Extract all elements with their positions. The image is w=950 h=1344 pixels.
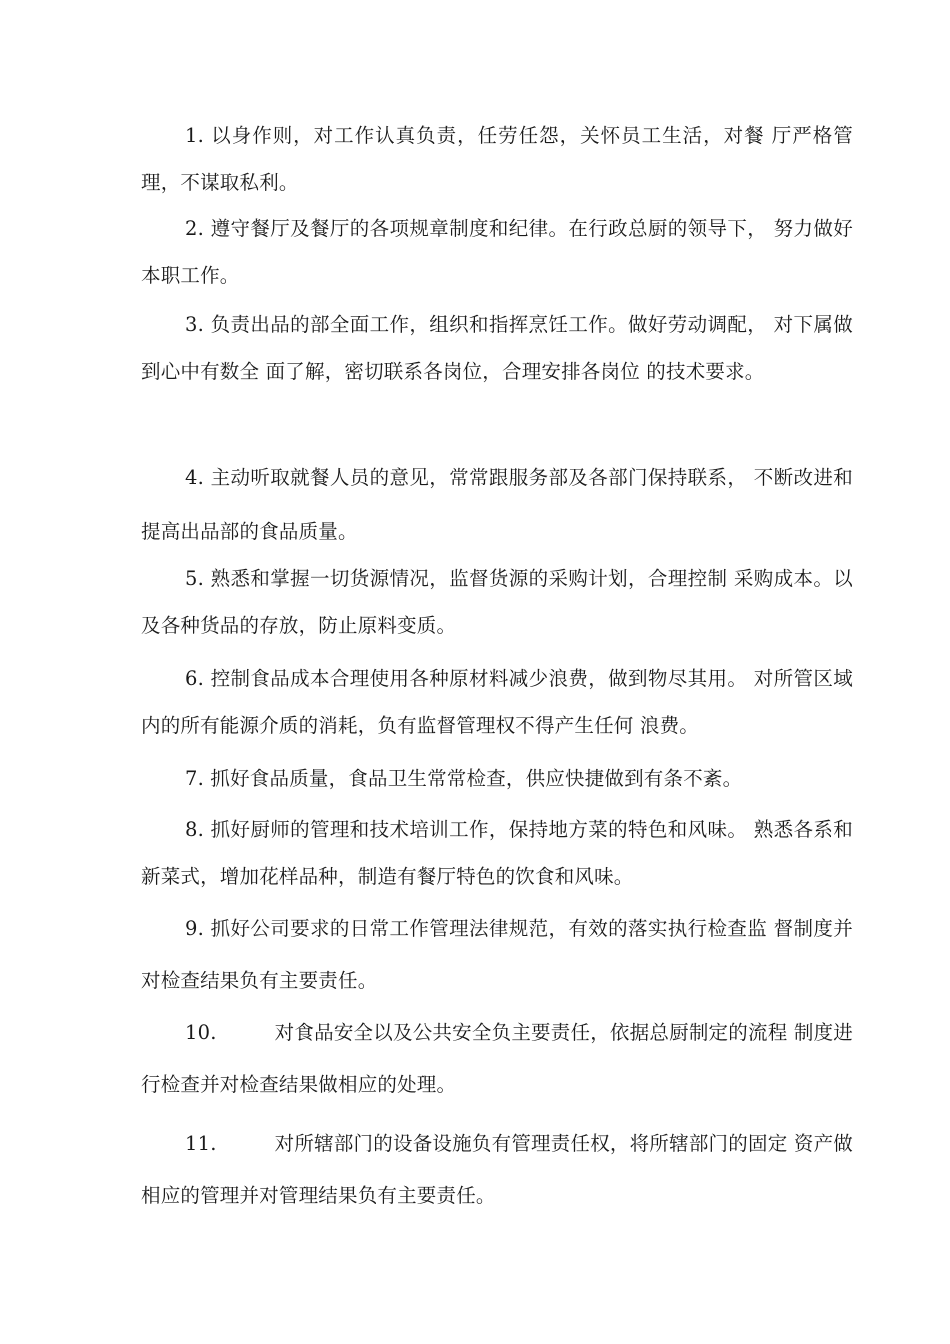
paragraph-10-text: 对食品安全以及公共安全负主要责任，依据总厨制定的流程 制度进行检查并对检查结果做相应的处理。 (141, 1021, 853, 1096)
paragraph-5 (141, 555, 853, 649)
paragraph-7-text: 7. 抓好食品质量，食品卫生常常检查，供应快捷做到有条不紊。 (185, 767, 743, 790)
paragraph-9-text: 9. 抓好公司要求的日常工作管理法律规范，有效的落实执行检查监 督制度并对检查结果负有主要责任。 (141, 917, 853, 992)
paragraph-1-text: 1. 以身作则，对工作认真负责，任劳任怨，关怀员工生活，对餐 厅严格管理，不谋取私利。 (141, 124, 853, 194)
paragraph-4 (141, 451, 853, 559)
paragraph-7 (141, 755, 853, 802)
paragraph-5-text: 5. 熟悉和掌握一切货源情况，监督货源的采购计划，合理控制 采购成本。以及各种货品的存放，防止原料变质。 (141, 567, 853, 637)
paragraph-11 (141, 1118, 853, 1222)
paragraph-3-text: 3. 负责出品的部全面工作，组织和指挥烹饪工作。做好劳动调配， 对下属做到心中有数全 面了解，密切联系各岗位，合理安排各岗位 的技术要求。 (141, 313, 853, 383)
paragraph-8 (141, 806, 853, 900)
paragraph-6 (141, 655, 853, 749)
paragraph-11-number: 11. (185, 1132, 217, 1155)
paragraph-6-text: 6. 控制食品成本合理使用各种原材料减少浪费，做到物尽其用。 对所管区域内的所有能源介质的消耗，负有监督管理权不得产生任何 浪费。 (141, 667, 853, 737)
paragraph-3 (141, 301, 853, 395)
paragraph-2 (141, 205, 853, 299)
paragraph-10-number: 10. (185, 1021, 217, 1044)
paragraph-10 (141, 1007, 853, 1111)
paragraph-11-text: 对所辖部门的设备设施负有管理责任权，将所辖部门的固定 资产做相应的管理并对管理结果负有主要责任。 (141, 1132, 853, 1207)
paragraph-4-text: 4. 主动听取就餐人员的意见，常常跟服务部及各部门保持联系， 不断改进和提高出品部的食品质量。 (141, 466, 853, 543)
paragraph-9 (141, 903, 853, 1007)
paragraph-1 (141, 112, 853, 206)
paragraph-8-text: 8. 抓好厨师的管理和技术培训工作，保持地方菜的特色和风味。 熟悉各系和新菜式，增加花样品种，制造有餐厅特色的饮食和风味。 (141, 818, 853, 888)
paragraph-2-text: 2. 遵守餐厅及餐厅的各项规章制度和纪律。在行政总厨的领导下， 努力做好本职工作。 (141, 217, 853, 287)
